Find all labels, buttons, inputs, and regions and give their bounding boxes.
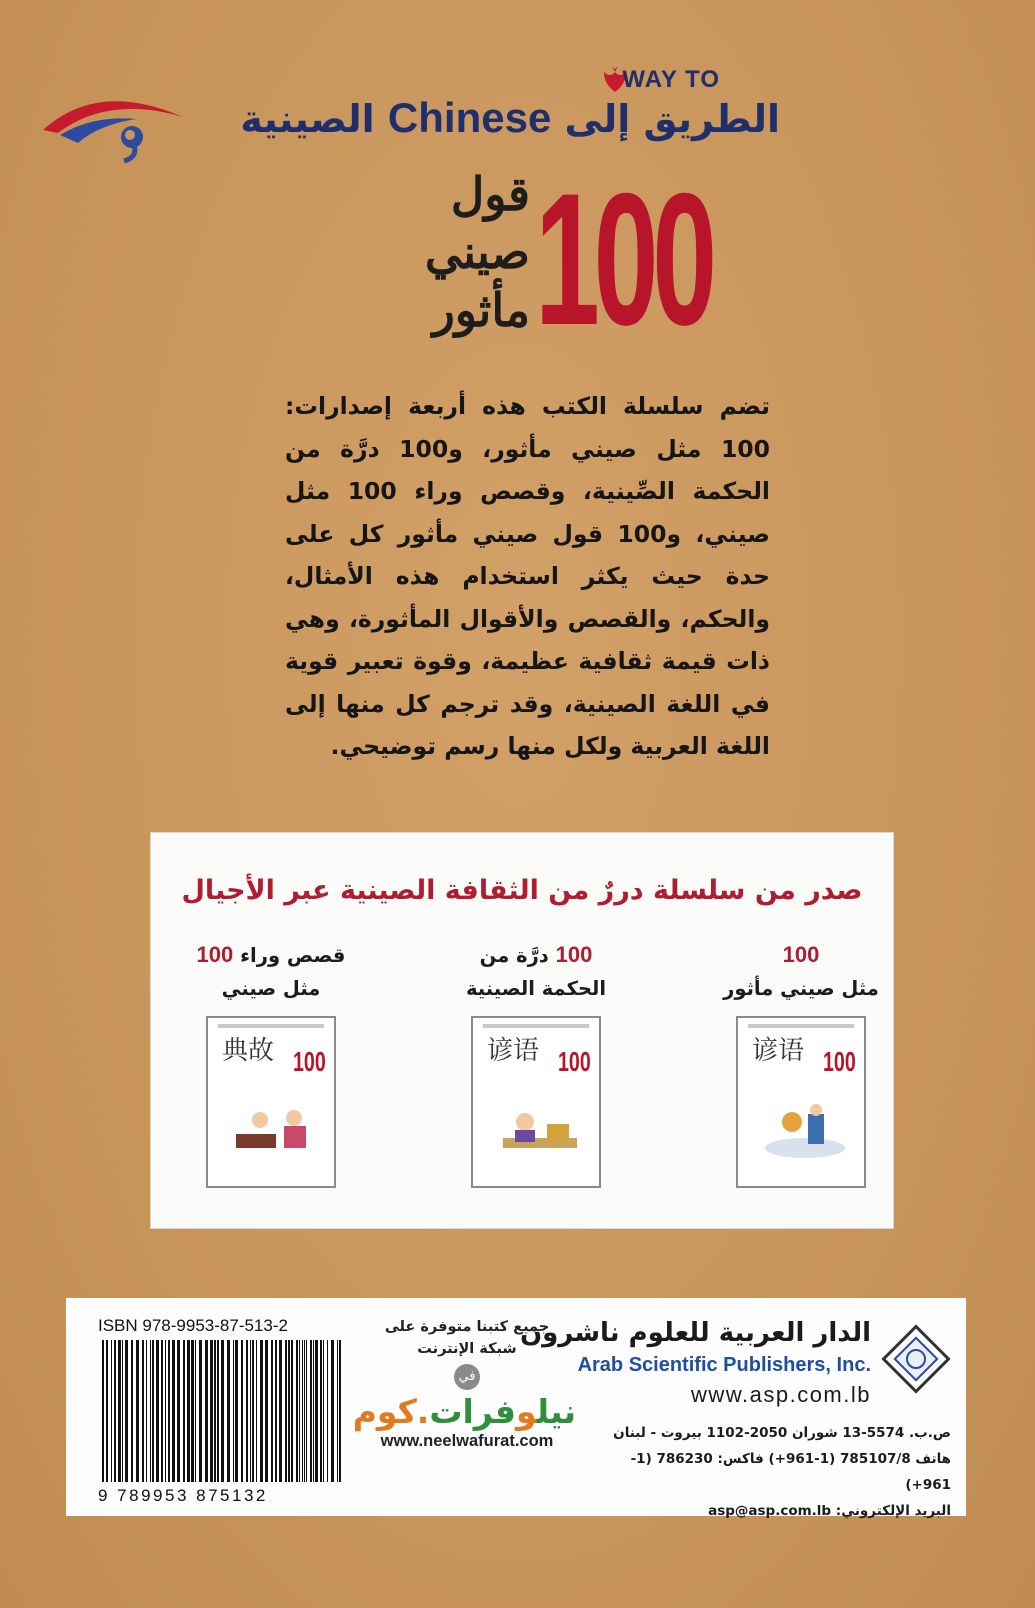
publisher-name-ar: الدار العربية للعلوم ناشرون — [519, 1318, 871, 1348]
series-title — [240, 94, 780, 142]
cover-glyph: 典故 — [222, 1036, 275, 1066]
online-text-line2: شبكة الإنترنت — [417, 1341, 517, 1357]
barcode-block — [98, 1316, 348, 1505]
barcode-bar — [131, 1340, 133, 1482]
title-words — [355, 165, 530, 339]
barcode-bar — [195, 1340, 196, 1482]
online-text-line1: جميع كتبنا متوفرة على — [384, 1319, 550, 1335]
barcode-digits: 9 789953 875132 — [98, 1486, 268, 1505]
barcode-bar — [235, 1340, 238, 1482]
book-number: 100 — [555, 942, 593, 967]
barcode-bar — [227, 1340, 230, 1482]
isbn-number: ISBN 978-9953-87-513-2 — [98, 1316, 288, 1335]
book-caption: 100 درَّة من الحكمة الصينية — [426, 938, 646, 1004]
barcode-bar — [291, 1340, 293, 1482]
barcode-bar — [331, 1340, 334, 1482]
series-box-title: صدر من سلسلة دررٌ من الثقافة الصينية عبر الأجيال — [181, 875, 863, 906]
barcode-bar — [177, 1340, 180, 1482]
barcode-bar — [252, 1340, 254, 1482]
barcode-bar — [260, 1340, 263, 1482]
cover-glyph: 谚语 — [752, 1036, 805, 1066]
barcode-bar — [250, 1340, 251, 1482]
barcode-bar — [152, 1340, 154, 1482]
barcode-bar — [285, 1340, 287, 1482]
barcode-bar — [118, 1340, 121, 1482]
book-caption-line2: الحكمة الصينية — [465, 977, 606, 1000]
barcode-bar — [199, 1340, 202, 1482]
barcode-bar — [339, 1340, 341, 1482]
barcode-bar — [210, 1340, 213, 1482]
book-cover-thumbnail — [736, 1016, 866, 1188]
barcode-bar — [205, 1340, 208, 1482]
series-book-3 — [161, 938, 381, 1188]
barcode-bar — [114, 1340, 116, 1482]
book-cover-thumbnail — [206, 1016, 336, 1188]
barcode-bar — [172, 1340, 175, 1482]
barcode-bar — [214, 1340, 216, 1482]
cover-glyph: 谚语 — [487, 1036, 540, 1066]
barcode-bar — [217, 1340, 219, 1482]
series-box — [150, 832, 894, 1229]
barcode-bar — [320, 1340, 322, 1482]
barcode-bar — [122, 1340, 123, 1482]
barcode-bar — [288, 1340, 290, 1482]
cover-illustration-icon — [760, 1100, 850, 1160]
barcode-bar — [241, 1340, 243, 1482]
barcode-bar — [146, 1340, 147, 1482]
series-brand — [240, 60, 780, 150]
series-chinese-word: Chinese — [387, 94, 552, 141]
barcode-bar — [265, 1340, 268, 1482]
barcode-bar — [111, 1340, 112, 1482]
barcode-bar — [279, 1340, 282, 1482]
barcode-bar — [168, 1340, 170, 1482]
barcode-bar — [221, 1340, 224, 1482]
barcode-bar — [191, 1340, 194, 1482]
barcode-bar — [183, 1340, 185, 1482]
barcode-bar — [106, 1340, 108, 1482]
barcode-bar — [313, 1340, 314, 1482]
barcode-bar — [142, 1340, 144, 1482]
series-prefix-ar: الطريق إلى — [564, 97, 780, 141]
cover-illustration-icon — [495, 1100, 585, 1160]
publisher-name-en: Arab Scientific Publishers, Inc. — [577, 1354, 871, 1376]
barcode-bar — [296, 1340, 298, 1482]
barcode-bar — [275, 1340, 277, 1482]
barcode-bar — [233, 1340, 234, 1482]
barcode-bar — [256, 1340, 257, 1482]
neelwafurat-logo: نيلوفرات.كوم — [352, 1392, 576, 1431]
series-book-2 — [426, 938, 646, 1188]
barcode-bar — [323, 1340, 324, 1482]
book-description: تضم سلسلة الكتب هذه أربعة إصدارات: 100 مثل صيني مأثور، و100 درَّة من الحكمة الصِّينية، وقصص وراء 100 مثل صيني، و100 قول صيني مأثور كل على حدة حيث يكثر استخدام هذه الأمثال، والحكم، والقصص والأقوال المأثورة، وهي ذات قيمة ثقافية عظيمة، وقوة تعبير قوية في اللغة الصينية، وقد ترجم كل منها إلى اللغة العربية ولكل منها رسم توضيحي. — [285, 392, 770, 760]
title-word-3: مأثور — [432, 283, 530, 337]
bottom-info-band — [66, 1298, 966, 1519]
barcode-bar — [310, 1340, 312, 1482]
publisher-email: البريد الإلكتروني: asp@asp.com.lb — [708, 1503, 951, 1519]
barcode-bar — [271, 1340, 273, 1482]
title-number: 100 — [535, 154, 711, 364]
book-caption-line2: مثل صيني مأثور — [723, 977, 879, 1000]
barcode-bar — [187, 1340, 190, 1482]
barcode-bar — [302, 1340, 303, 1482]
series-book-1 — [691, 938, 911, 1188]
title-word-2: صيني — [424, 225, 530, 279]
publisher-emblem-icon — [881, 1324, 951, 1394]
barcode-bar — [136, 1340, 139, 1482]
neelwafurat-url: www.neelwafurat.com — [380, 1432, 554, 1450]
barcode-icon — [98, 1340, 348, 1485]
cover-illustration-icon — [230, 1100, 320, 1160]
barcode-bar — [337, 1340, 338, 1482]
eye-logo-icon — [38, 85, 188, 165]
publisher-address: ص.ب. 5574-13 شوران 2050-1102 بيروت - لبنان — [613, 1425, 951, 1441]
book-cover-thumbnail — [471, 1016, 601, 1188]
book-caption-line2: مثل صيني — [221, 977, 321, 1000]
barcode-bar — [299, 1340, 300, 1482]
down-arrow-badge: في — [454, 1364, 480, 1390]
barcode-bar — [161, 1340, 163, 1482]
cover-number: 100 — [823, 1046, 856, 1077]
publisher-contact — [591, 1420, 951, 1524]
barcode-bar — [102, 1340, 104, 1482]
barcode-bar — [246, 1340, 248, 1482]
barcode-bar — [125, 1340, 128, 1482]
book-caption: قصص وراء 100 مثل صيني — [161, 938, 381, 1004]
barcode-bar — [304, 1340, 305, 1482]
barcode-bar — [306, 1340, 307, 1482]
barcode-bar — [327, 1340, 328, 1482]
cover-number: 100 — [293, 1046, 326, 1077]
barcode-bar — [165, 1340, 166, 1482]
book-number: 100 — [196, 942, 234, 967]
barcode-bar — [156, 1340, 159, 1482]
title-word-1: قول — [450, 167, 530, 221]
cover-number: 100 — [558, 1046, 591, 1077]
publisher-phone: هاتف 785107/8 (1-961+) فاكس: 786230 (1-961+) — [630, 1451, 951, 1493]
series-suffix-ar: الصينية — [240, 97, 375, 141]
barcode-bar — [315, 1340, 318, 1482]
publisher-url: www.asp.com.lb — [691, 1382, 871, 1407]
barcode-bar — [150, 1340, 151, 1482]
way-to-label: WAY TO — [622, 66, 720, 93]
book-number: 100 — [782, 942, 820, 967]
book-caption — [691, 938, 911, 1004]
